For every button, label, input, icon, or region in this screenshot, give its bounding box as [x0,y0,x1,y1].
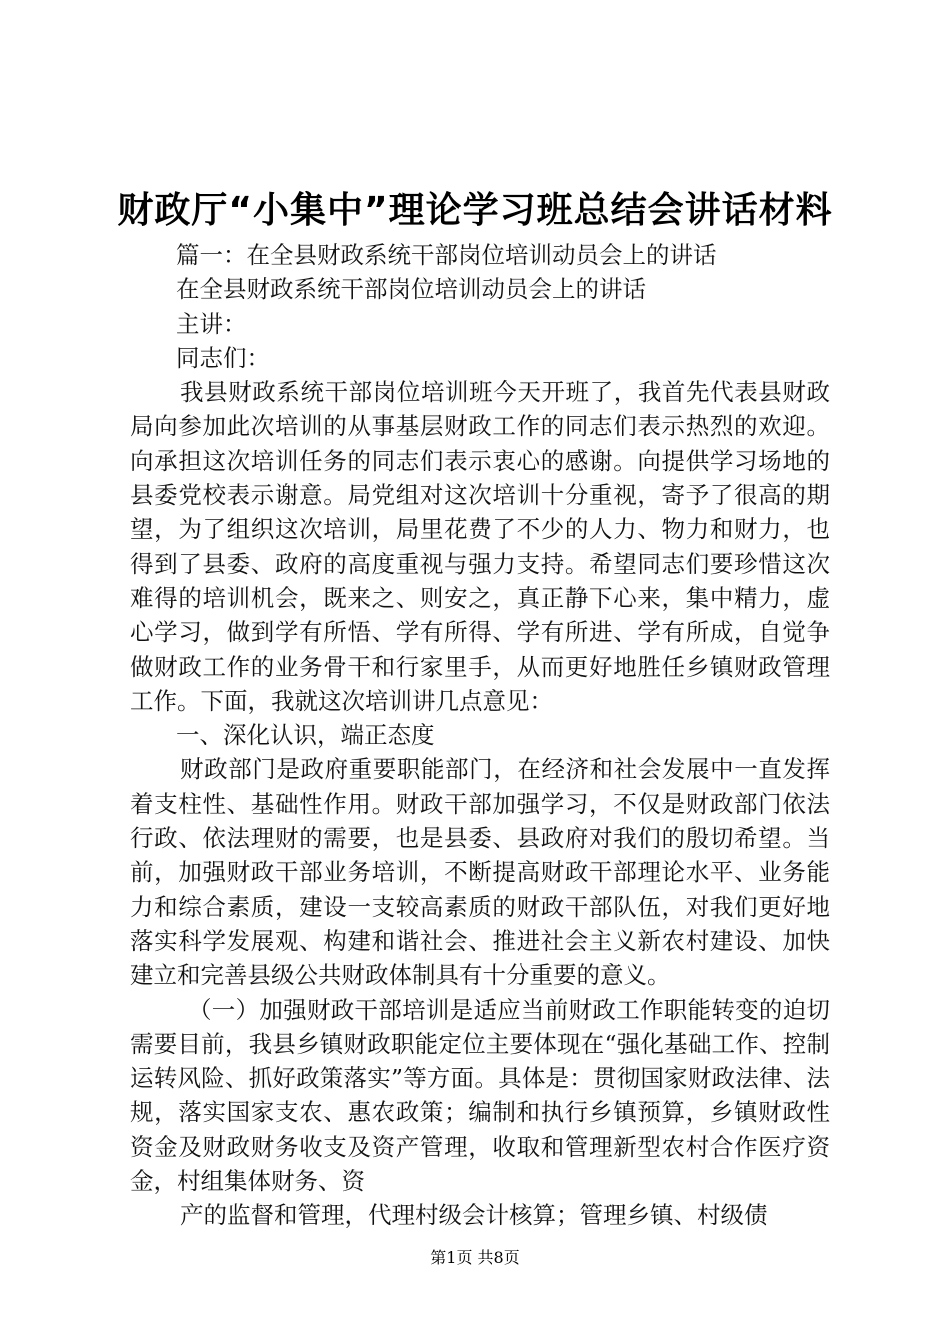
speech-title: 在全县财政系统干部岗位培训动员会上的讲话 [176,275,646,304]
speaker-line: 主讲： [176,309,247,338]
chapter-heading: 篇一：在全县财政系统干部岗位培训动员会上的讲话 [176,241,717,269]
page-footer: 第1页 共8页 [430,1248,520,1267]
paragraph-intro: 我县财政系统干部岗位培训班今天开班了，我首先代表县财政局向参加此次培训的从事基层财政工作的同志们表示热烈的欢迎。向承担这次培训任务的同志们表示衷心的感谢。向提供学习场地的县委党校表示谢意。局党组对这次培训十分重视，寄予了很高的期望，为了组织这次培训，局里花费了不少的人力、物力和财力，也得到了县委、政府的高度重视与强力支持。希望同志们要珍惜这次难得的培训机会，既来之、则安之，真正静下心来，集中精力，虚心学习，做到学有所悟、学有所得、学有所进、学有所成，自觉争做财政工作的业务骨干和行家里手，从而更好地胜任乡镇财政管理工作。下面，我就这次培训讲几点意见： [130,378,830,715]
paragraph-continued: 产的监督和管理，代理村级会计核算；管理乡镇、村级债 [180,1201,768,1230]
document-title: 财政厅“小集中”理论学习班总结会讲话材料 [117,190,833,231]
section-heading: 一、深化认识，端正态度 [176,721,435,750]
document-body [130,238,830,1233]
paragraph-subsection-1: （一）加强财政干部培训是适应当前财政工作职能转变的迫切需要目前，我县乡镇财政职能定位主要体现在“强化基础工作、控制运转风险、抓好政策落实”等方面。具体是：贯彻国家财政法律、法规，落实国家支农、惠农政策；编制和执行乡镇预算，乡镇财政性资金及财政财务收支及资产管理，收取和管理新型农村合作医疗资金，村组集体财务、资 [130,995,830,1196]
salutation: 同志们： [176,343,270,372]
paragraph-section-1: 财政部门是政府重要职能部门，在经济和社会发展中一直发挥着支柱性、基础性作用。财政干部加强学习，不仅是财政部门依法行政、依法理财的需要，也是县委、县政府对我们的殷切希望。当前，加强财政干部业务培训，不断提高财政干部理论水平、业务能力和综合素质，建设一支较高素质的财政干部队伍，对我们更好地落实科学发展观、构建和谐社会、推进社会主义新农村建设、加快建立和完善县级公共财政体制具有十分重要的意义。 [130,755,830,990]
